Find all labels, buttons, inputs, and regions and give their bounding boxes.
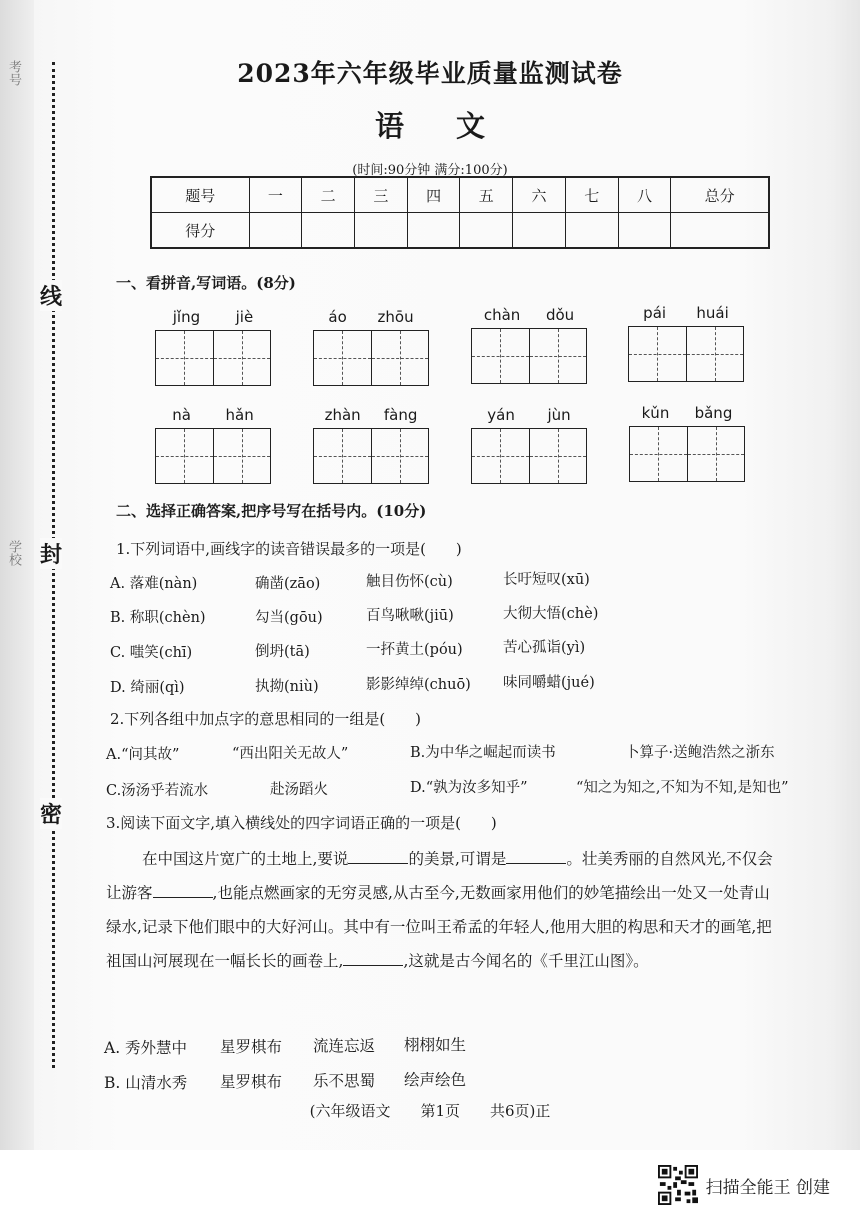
seal-label-xian: 线: [40, 280, 62, 311]
q3-option-b-2: 星罗棋布: [220, 1073, 283, 1091]
score-input-cell[interactable]: [407, 213, 460, 249]
pinyin-a: jǐng: [172, 308, 201, 326]
score-input-cell[interactable]: [249, 213, 302, 249]
q2-option-c-2: 赴汤蹈火: [270, 782, 328, 798]
score-table-score-row: [151, 213, 769, 249]
pinyin-item: [471, 302, 587, 384]
pinyin-b: hǎn: [225, 406, 254, 424]
q1-option-b-2: 勾当(gōu): [255, 610, 323, 626]
q1-option-a-4: 长吁短叹(xū): [503, 572, 590, 588]
score-input-cell[interactable]: [355, 213, 408, 249]
pinyin-b: fàng: [383, 406, 418, 424]
q3-option-a-3: 流连忘返: [313, 1037, 376, 1055]
pinyin-item: [155, 402, 271, 484]
q2-option-b-1: B.为中华之崛起而读书: [410, 745, 556, 761]
q1-option-c-1: C. 嗤笑(chī): [110, 645, 193, 661]
q1-option-d-2: 执拗(niù): [255, 679, 319, 695]
writing-cell[interactable]: [371, 429, 429, 483]
section2-heading: 二、选择正确答案,把序号写在括号内。(10分): [116, 502, 427, 520]
writing-cell[interactable]: [686, 327, 744, 381]
score-row-label: 得分: [151, 213, 249, 249]
q3-option-b-1: B. 山清水秀: [104, 1074, 188, 1092]
q3-option-b-3: 乐不思蜀: [313, 1072, 376, 1090]
answer-blank-4[interactable]: [343, 951, 403, 966]
score-cell: 一: [249, 177, 302, 213]
score-cell: 四: [407, 177, 460, 213]
pinyin-item: [313, 402, 429, 484]
score-input-cell[interactable]: [460, 213, 513, 249]
score-input-cell[interactable]: [565, 213, 618, 249]
answer-blank-3[interactable]: [153, 883, 213, 898]
q1-option-b-1: B. 称职(chèn): [110, 610, 206, 626]
scanner-watermark: [658, 1165, 830, 1205]
writing-cell[interactable]: [629, 327, 686, 381]
score-cell: 六: [513, 177, 566, 213]
writing-cell[interactable]: [529, 329, 587, 383]
score-cell: 八: [618, 177, 671, 213]
q3-option-a-2: 星罗棋布: [220, 1038, 283, 1056]
score-table-header-row: [151, 177, 769, 213]
question-1: 1.下列词语中,画线字的读音错误最多的一项是( ): [116, 540, 462, 558]
pinyin-a: yán: [487, 406, 515, 424]
q1-option-b-3: 百鸟啾啾(jiū): [366, 608, 454, 624]
writing-cell[interactable]: [529, 429, 587, 483]
pinyin-a: kǔn: [641, 404, 670, 422]
q1-option-c-4: 苦心孤诣(yì): [503, 640, 586, 656]
page-footer: (六年级语文 第1页 共6页)正: [309, 1102, 551, 1120]
q1-option-d-1: D. 绮丽(qì): [110, 680, 185, 696]
pinyin-a: nà: [172, 406, 191, 424]
pinyin-a: chàn: [483, 306, 521, 324]
answer-blank-2[interactable]: [506, 849, 566, 864]
q2-option-d-1: D.“孰为汝多知乎”: [410, 780, 528, 796]
q2-option-c-1: C.汤汤乎若流水: [106, 783, 209, 799]
score-cell: 总分: [671, 177, 769, 213]
passage-part-2: 的美景,可谓是: [408, 850, 507, 868]
score-input-cell[interactable]: [671, 213, 769, 249]
pinyin-b: jùn: [547, 406, 571, 424]
pinyin-a: zhàn: [324, 406, 361, 424]
writing-cell[interactable]: [213, 331, 271, 385]
score-cell: 二: [302, 177, 355, 213]
edge-label-exam-number: 考号: [6, 60, 21, 86]
pinyin-b: zhōu: [377, 308, 414, 326]
pinyin-item: [471, 402, 587, 484]
writing-cell[interactable]: [371, 331, 429, 385]
q2-option-b-2: 卜算子·送鲍浩然之浙东: [625, 745, 775, 761]
q1-option-a-3: 触目伤怀(cù): [366, 574, 453, 590]
q3-option-a-4: 栩栩如生: [404, 1036, 467, 1054]
exam-title: 2023年六年级毕业质量监测试卷: [237, 59, 623, 88]
pinyin-item: [628, 300, 744, 382]
pinyin-b: bǎng: [694, 404, 733, 422]
pinyin-item: [155, 304, 271, 386]
exam-subject: 语文: [374, 109, 537, 143]
q1-option-b-4: 大彻大悟(chè): [503, 606, 599, 622]
pinyin-a: áo: [328, 308, 347, 326]
passage-part-3: 。壮美秀丽的自然风光,不仅会让游客: [106, 850, 773, 902]
q2-option-d-2: “知之为知之,不知为不知,是知也”: [576, 780, 789, 796]
score-cell: 七: [565, 177, 618, 213]
writing-cell[interactable]: [314, 331, 371, 385]
pinyin-b: dǒu: [545, 306, 575, 324]
scanner-brand-text: 扫描全能王 创建: [705, 1177, 830, 1198]
pinyin-item: [313, 304, 429, 386]
qr-code-icon: [658, 1165, 698, 1205]
score-cell: 三: [355, 177, 408, 213]
q1-option-c-2: 倒坍(tā): [255, 644, 310, 660]
passage-part-5: ,这就是古今闻名的《千里江山图》。: [403, 952, 649, 970]
writing-cell[interactable]: [156, 429, 213, 483]
q3-option-b-4: 绘声绘色: [404, 1071, 467, 1089]
writing-cell[interactable]: [472, 329, 529, 383]
pinyin-b: huái: [696, 304, 729, 322]
writing-cell[interactable]: [472, 429, 529, 483]
score-cell: 五: [460, 177, 513, 213]
passage-part-1: 在中国这片宽广的土地上,要说: [142, 850, 349, 868]
pinyin-item: [629, 400, 745, 482]
writing-cell[interactable]: [687, 427, 745, 481]
reading-passage: [106, 842, 782, 978]
score-table: [150, 176, 770, 249]
q1-option-a-2: 确凿(zāo): [255, 576, 321, 592]
edge-label-school: 学校: [6, 540, 21, 566]
score-input-cell[interactable]: [513, 213, 566, 249]
q1-option-c-3: 一抔黄土(póu): [366, 642, 463, 658]
answer-blank-1[interactable]: [348, 849, 408, 864]
seal-label-mi: 密: [40, 798, 62, 829]
writing-cell[interactable]: [314, 429, 371, 483]
passage-part-4: ,也能点燃画家的无穷灵感,从古至今,无数画家用他们的妙笔描绘出一处又一处青山绿水,记录下他们眼中的大好河山。其中有一位叫王希孟的年轻人,他用大胆的构思和天才的画笔,把祖国山河展现在一幅长长的画卷上,: [106, 884, 772, 970]
q1-option-d-4: 味同嚼蜡(jué): [503, 675, 595, 691]
question-2: 2.下列各组中加点字的意思相同的一组是( ): [110, 710, 422, 728]
score-input-cell[interactable]: [302, 213, 355, 249]
section1-heading: 一、看拼音,写词语。(8分): [116, 274, 296, 292]
q2-option-a-1: A.“问其故”: [106, 747, 180, 763]
q1-option-d-3: 影影绰绰(chuō): [366, 677, 471, 693]
q1-option-a-1: A. 落难(nàn): [110, 576, 198, 592]
writing-cell[interactable]: [213, 429, 271, 483]
q3-option-a-1: A. 秀外慧中: [104, 1039, 188, 1057]
q2-option-a-2: “西出阳关无故人”: [232, 746, 349, 762]
pinyin-b: jiè: [235, 308, 254, 326]
time-info: (时间:90分钟 满分:100分): [352, 163, 508, 178]
writing-cell[interactable]: [630, 427, 687, 481]
score-input-cell[interactable]: [618, 213, 671, 249]
score-cell: 题号: [151, 177, 249, 213]
question-3: 3.阅读下面文字,填入横线处的四字词语正确的一项是( ): [106, 814, 497, 832]
pinyin-a: pái: [643, 304, 667, 322]
seal-label-feng: 封: [40, 538, 62, 569]
writing-cell[interactable]: [156, 331, 213, 385]
